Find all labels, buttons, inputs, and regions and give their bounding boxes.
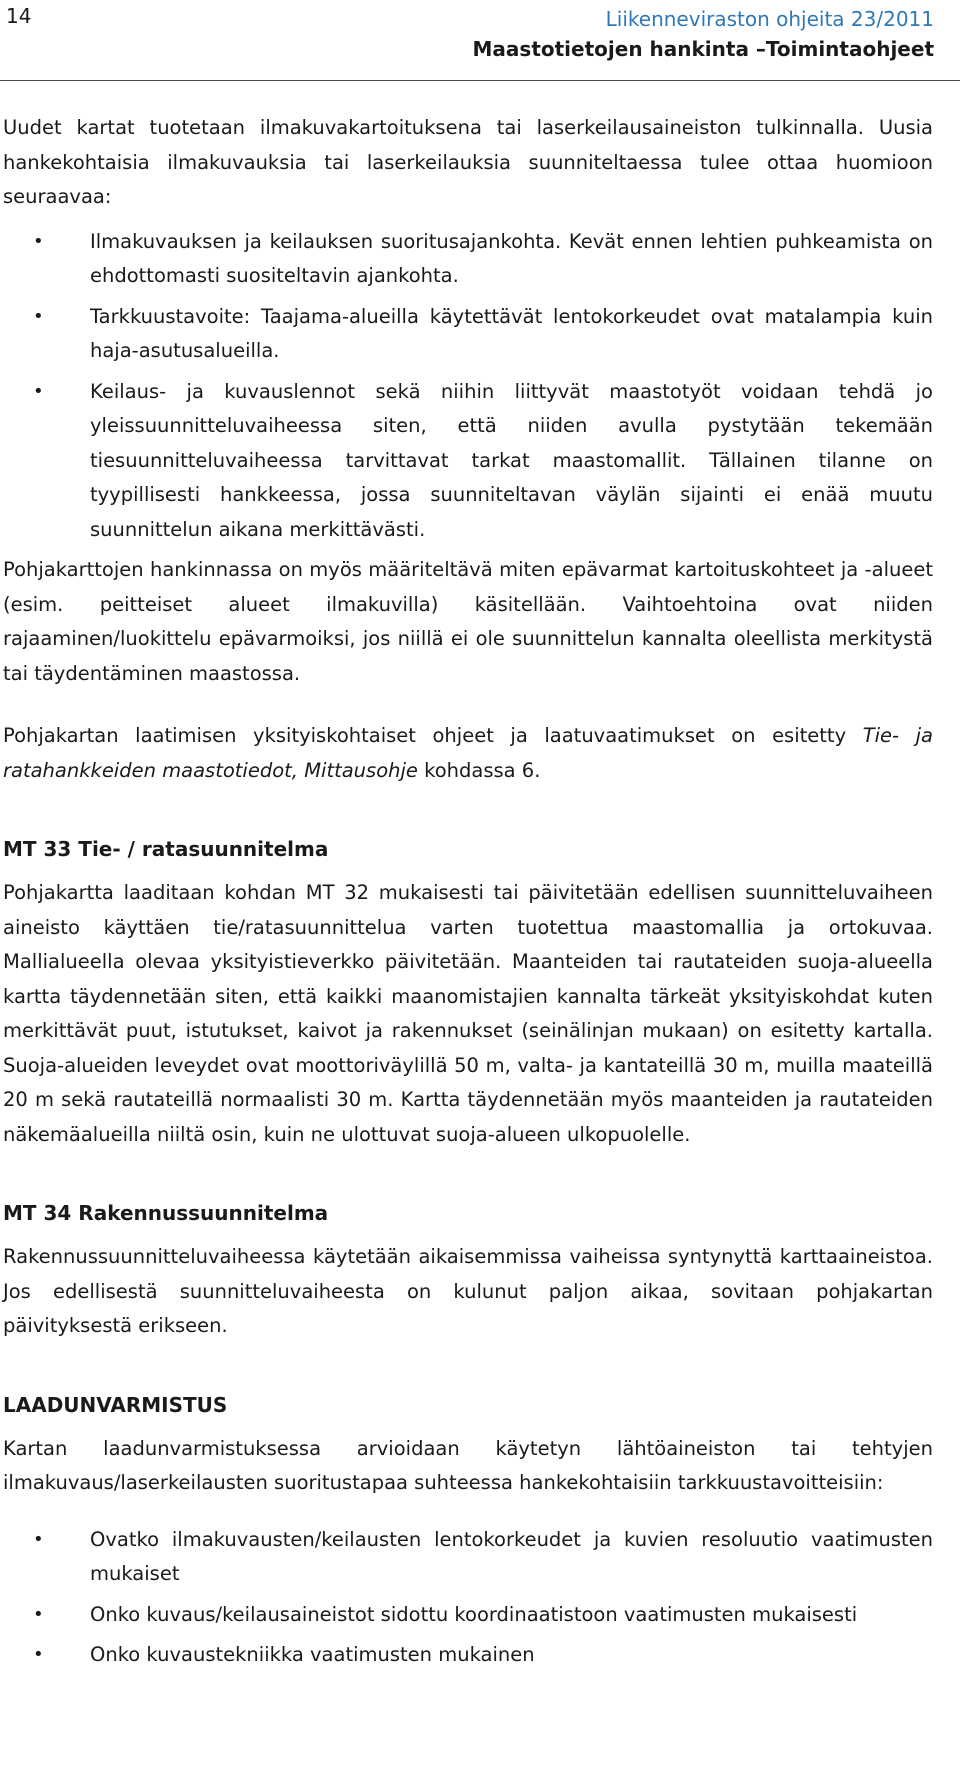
list-item: • Onko kuvaustekniikka vaatimusten mukainen: [3, 1638, 933, 1673]
page-number: 14: [6, 4, 32, 28]
list-item: • Ovatko ilmakuvausten/keilausten lentokorkeudet ja kuvien resoluutio vaatimusten mukaiset: [3, 1523, 933, 1592]
list-item: • Ilmakuvauksen ja keilauksen suoritusajankohta. Kevät ennen lehtien puhkeamista on ehdottomasti suositeltavin ajankohta.: [3, 225, 933, 294]
list-item: • Tarkkuustavoite: Taajama-alueilla käytettävät lentokorkeudet ovat matalampia kuin haja-asutusalueilla.: [3, 300, 933, 369]
list-item: • Keilaus- ja kuvauslennot sekä niihin liittyvät maastotyöt voidaan tehdä jo yleissuunnitteluvaiheessa siten, että niiden avulla pystytään tekemään tiesuunnitteluvaiheessa tarvittavat tarkat maastomallit. Tällainen tilanne on tyypillisesti hankkeessa, jossa suunniteltavan väylän sijainti ei enää muutu suunnittelun aikana merkittävästi.: [3, 375, 933, 548]
reference-paragraph: [3, 719, 933, 788]
intro-paragraph: Uudet kartat tuotetaan ilmakuvakartoituksena tai laserkeilausaineiston tulkinnalla. Uusia hankekohtaisia ilmakuvauksia tai laserkeilauksia suunniteltaessa tulee ottaa huomioon seuraavaa:: [3, 116, 933, 208]
section-heading-mt34: MT 34 Rakennussuunnitelma: [3, 1201, 329, 1225]
page-body: [3, 111, 933, 1679]
reference-section: kohdassa 6.: [417, 758, 541, 782]
reference-title: Tie- ja ratahankkeiden maastotiedot, Mittausohje: [3, 724, 933, 782]
section-heading-quality: LAADUNVARMISTUS: [3, 1392, 228, 1417]
quality-paragraph: Kartan laadunvarmistuksessa arvioidaan käytetyn lähtöaineiston tai tehtyjen ilmakuvaus/laserkeilausten suoritustapaa suhteessa hankekohtaisiin tarkkuustavoitteisiin:: [3, 1436, 933, 1494]
list-item: • Onko kuvaus/keilausaineistot sidottu koordinaatistoon vaatimusten mukaisesti: [3, 1598, 933, 1633]
publication-subtitle: Maastotietojen hankinta –Toimintaohjeet: [472, 37, 934, 61]
mt34-paragraph: Rakennussuunnitteluvaiheessa käytetään aikaisemmissa vaiheissa syntynyttä karttaaineistoa. Jos edellisestä suunnitteluvaiheesta on kulunut paljon aikaa, sovitaan pohjakartan päivityksestä erikseen.: [3, 1245, 933, 1337]
quality-bullet-list: [3, 1523, 933, 1673]
running-header: [473, 4, 934, 64]
reference-text: Pohjakartan laatimisen yksityiskohtaiset ohjeet ja laatuvaatimukset on esitetty: [3, 724, 863, 747]
section-heading-mt33: MT 33 Tie- / ratasuunnitelma: [3, 837, 329, 861]
publication-series: Liikenneviraston ohjeita 23/2011: [605, 7, 934, 31]
intro-bullet-list: [3, 225, 933, 548]
header-divider: [0, 80, 960, 81]
mt33-paragraph: Pohjakartta laaditaan kohdan MT 32 mukaisesti tai päivitetään edellisen suunnitteluvaiheen aineisto käyttäen tie/ratasuunnittelua varten tuotettua maastomallia ja ortokuvaa. Mallialueella olevaa yksityistieverkko päivitetään. Maanteiden tai rautateiden suoja-alueella kartta täydennetään siten, että kaikki maanomistajien kannalta tärkeät yksityiskohdat kuten merkittävät puut, istutukset, kaivot ja rakennukset (seinälinjan mukaan) on esitetty kartalla. Suoja-alueiden leveydet ovat moottoriväylillä 50 m, valta- ja kantateillä 30 m, muilla maateillä 20 m sekä rautateillä normaalisti 30 m. Kartta täydennetään myös maanteiden ja rautateiden näkemäalueilla niiltä osin, kuin ne ulottuvat suoja-alueen ulkopuolelle.: [3, 881, 933, 1146]
uncertain-areas-paragraph: Pohjakarttojen hankinnassa on myös määriteltävä miten epävarmat kartoituskohteet ja -alueet (esim. peitteiset alueet ilmakuvilla) käsitellään. Vaihtoehtoina ovat niiden rajaaminen/luokittelu epävarmoiksi, jos niillä ei ole suunnittelun kannalta oleellista merkitystä tai täydentäminen maastossa.: [3, 558, 933, 685]
